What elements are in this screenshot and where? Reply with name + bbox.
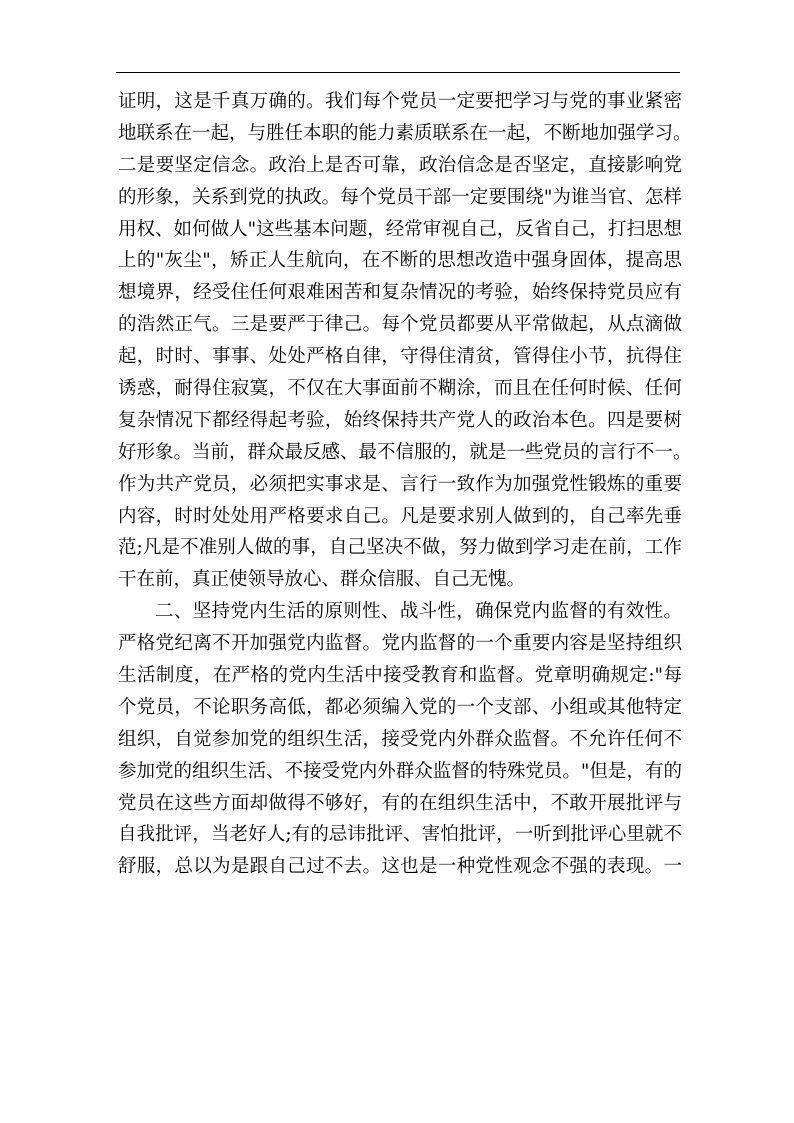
text-line: 严格党纪离不开加强党内监督。党内监督的一个重要内容是坚持组织 bbox=[118, 633, 682, 655]
text-line: 用权、如何做人"这些基本问题，经常审视自己，反省自己，打扫思想 bbox=[118, 218, 682, 240]
text-line: 舒服，总以为是跟自己过不去。这也是一种党性观念不强的表现。一 bbox=[118, 856, 682, 878]
text-line: 内容，时时处处用严格要求自己。凡是要求别人做到的，自己率先垂 bbox=[118, 505, 682, 527]
text-line: 二是要坚定信念。政治上是否可靠，政治信念是否坚定，直接影响党 bbox=[118, 154, 682, 176]
text-line: 组织，自觉参加党的组织生活，接受党内外群众监督。不允许任何不 bbox=[118, 728, 682, 750]
section-heading-line: 二、坚持党内生活的原则性、战斗性，确保党内监督的有效性。 bbox=[155, 601, 682, 623]
text-line: 生活制度，在严格的党内生活中接受教育和监督。党章明确规定:"每 bbox=[118, 665, 682, 687]
text-line: 复杂情况下都经得起考验，始终保持共产党人的政治本色。四是要树 bbox=[118, 409, 682, 431]
text-line: 证明，这是千真万确的。我们每个党员一定要把学习与党的事业紧密 bbox=[118, 91, 682, 112]
text-line: 作为共产党员，必须把实事求是、言行一致作为加强党性锻炼的重要 bbox=[118, 473, 682, 495]
text-line: 参加党的组织生活、不接受党内外群众监督的特殊党员。"但是，有的 bbox=[118, 760, 682, 782]
text-line: 的形象，关系到党的执政。每个党员干部一定要围绕"为谁当官、怎样 bbox=[118, 186, 682, 208]
text-line: 自我批评，当老好人;有的忌讳批评、害怕批评，一听到批评心里就不 bbox=[118, 824, 682, 846]
text-line: 干在前，真正使领导放心、群众信服、自己无愧。 bbox=[118, 569, 526, 591]
text-line: 上的"灰尘"，矫正人生航向，在不断的思想改造中强身固体，提高思 bbox=[118, 250, 682, 272]
text-line: 个党员，不论职务高低，都必须编入党的一个支部、小组或其他特定 bbox=[118, 696, 682, 718]
text-line: 党员在这些方面却做得不够好，有的在组织生活中，不敢开展批评与 bbox=[118, 792, 682, 814]
text-line: 诱惑，耐得住寂寞，不仅在大事面前不糊涂，而且在任何时候、任何 bbox=[118, 378, 682, 400]
header-rule bbox=[116, 72, 680, 73]
body-text bbox=[118, 86, 692, 883]
text-line: 好形象。当前，群众最反感、最不信服的，就是一些党员的言行不一。 bbox=[118, 441, 692, 463]
text-line: 范;凡是不准别人做的事，自己坚决不做，努力做到学习走在前，工作 bbox=[118, 537, 682, 559]
text-line: 的浩然正气。三是要严于律己。每个党员都要从平常做起，从点滴做 bbox=[118, 314, 682, 336]
text-line: 起，时时、事事、处处严格自律，守得住清贫，管得住小节，抗得住 bbox=[118, 346, 682, 368]
text-line: 想境界，经受住任何艰难困苦和复杂情况的考验，始终保持党员应有 bbox=[118, 282, 682, 304]
text-line: 地联系在一起，与胜任本职的能力素质联系在一起，不断地加强学习。 bbox=[118, 122, 692, 144]
